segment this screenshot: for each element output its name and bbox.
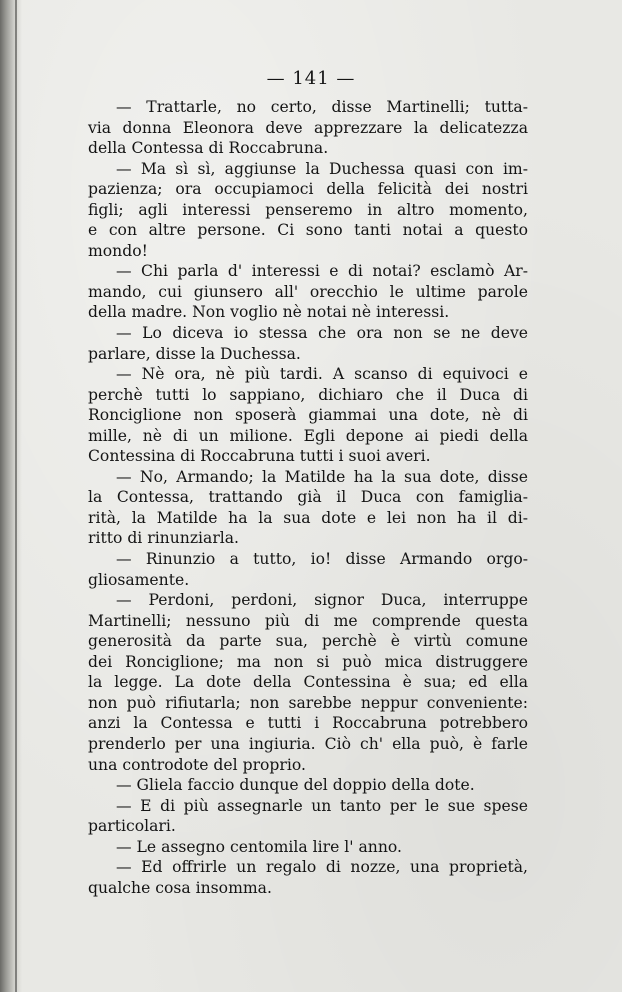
text-line: — Gliela faccio dunque del doppio della dote.	[116, 776, 475, 795]
text-line: gliosamente.	[88, 570, 190, 589]
text-line: la Contessa, trattando già il Duca con famiglia-	[88, 488, 528, 507]
page-binding-shadow	[0, 0, 22, 992]
text-line: via donna Eleonora deve apprezzare la delicatezza	[88, 118, 528, 137]
text-line: prenderlo per una ingiuria. Ciò ch' ella può, è farle	[88, 734, 528, 753]
text-line: — Ed offrirle un regalo di nozze, una proprietà,	[116, 858, 528, 877]
text-line: — Ma sì sì, aggiunse la Duchessa quasi con im-	[116, 159, 528, 178]
text-line: anzi la Contessa e tutti i Roccabruna potrebbero	[88, 714, 528, 733]
text-line: — No, Armando; la Matilde ha la sua dote, disse	[116, 467, 528, 486]
text-line: Ronciglione non sposerà giammai una dote, nè di	[88, 406, 528, 425]
text-line: Martinelli; nessuno più di me comprende questa	[88, 611, 528, 630]
text-line: figli; agli interessi penseremo in altro momento,	[88, 200, 528, 219]
text-line: rità, la Matilde ha la sua dote e lei non ha il di-	[88, 508, 528, 527]
text-line: parlare, disse la Duchessa.	[88, 344, 301, 363]
text-line: pazienza; ora occupiamoci della felicità dei nostri	[88, 180, 528, 199]
text-line: ritto di rinunziarla.	[88, 529, 240, 548]
text-line: — E di più assegnarle un tanto per le sue spese	[116, 796, 528, 815]
text-line: perchè tutti lo sappiano, dichiaro che il Duca di	[88, 385, 528, 404]
page-number: — 141 —	[266, 68, 356, 89]
body-text	[88, 97, 528, 898]
text-line: e con altre persone. Ci sono tanti notai a questo	[88, 221, 528, 240]
text-line: della madre. Non voglio nè notai nè interessi.	[88, 303, 450, 322]
text-line: della Contessa di Roccabruna.	[88, 139, 329, 158]
text-line: non può rifiutarla; non sarebbe neppur conveniente:	[88, 693, 528, 712]
text-line: — Rinunzio a tutto, io! disse Armando orgo-	[116, 550, 528, 569]
text-line: mille, nè di un milione. Egli depone ai piedi della	[88, 426, 528, 445]
text-line: generosità da parte sua, perchè è virtù comune	[88, 632, 528, 651]
text-line: una controdote del proprio.	[88, 755, 306, 774]
text-line: qualche cosa insomma.	[88, 878, 272, 897]
text-line: — Lo diceva io stessa che ora non se ne deve	[116, 324, 528, 343]
text-line: — Nè ora, nè più tardi. A scanso di equivoci e	[116, 365, 528, 384]
text-line: dei Ronciglione; ma non si può mica distruggere	[88, 652, 528, 671]
text-line: — Le assegno centomila lire l' anno.	[116, 837, 402, 856]
text-line: — Chi parla d' interessi e di notai? esclamò Ar-	[116, 262, 528, 281]
text-line: mando, cui giunsero all' orecchio le ultime parole	[88, 282, 528, 301]
text-line: la legge. La dote della Contessina è sua; ed ella	[88, 673, 528, 692]
page-binding-edge	[15, 0, 17, 992]
text-line: mondo!	[88, 241, 148, 260]
text-line: — Perdoni, perdoni, signor Duca, interruppe	[116, 591, 528, 610]
text-line: particolari.	[88, 817, 176, 836]
text-line: Contessina di Roccabruna tutti i suoi averi.	[88, 447, 431, 466]
text-line: — Trattarle, no certo, disse Martinelli; tutta-	[116, 98, 528, 116]
